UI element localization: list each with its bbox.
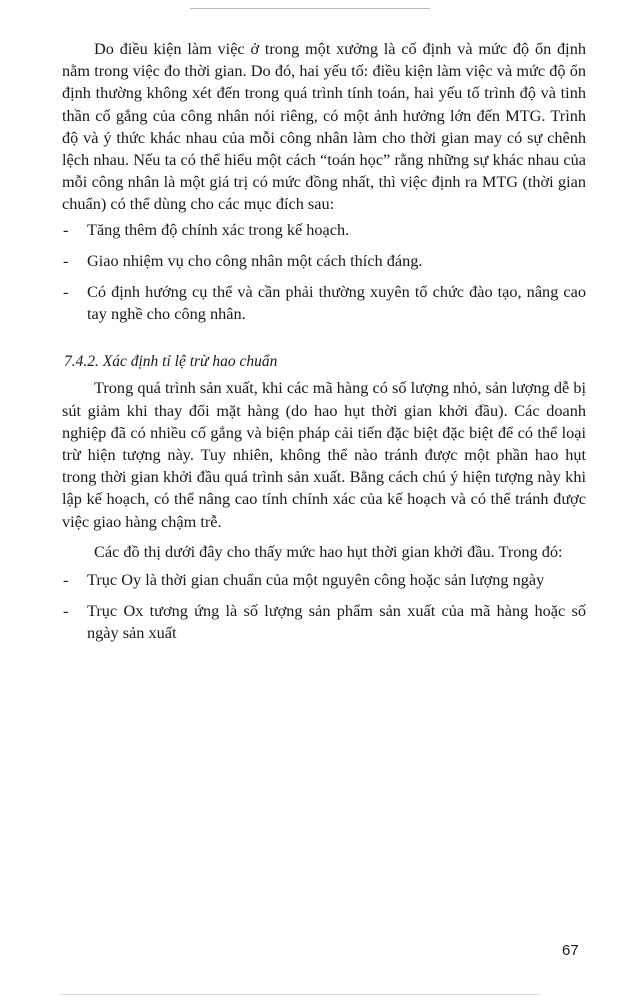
bullet-dash: - xyxy=(63,219,69,239)
list-item xyxy=(62,219,586,241)
list-item xyxy=(62,569,586,591)
scan-artifact-top xyxy=(190,8,430,9)
list-item-text: Giao nhiệm vụ cho công nhân một cách thích đáng. xyxy=(87,250,423,270)
section-heading: 7.4.2. Xác định tỉ lệ trừ hao chuẩn xyxy=(64,353,278,371)
list-item xyxy=(62,281,586,325)
page-number: 67 xyxy=(562,942,579,959)
paragraph-production: Trong quá trình sản xuất, khi các mã hàng có số lượng nhỏ, sản lượng dễ bị sút giảm khi thay đổi mặt hàng (do hao hụt thời gian khởi đầu). Các doanh nghiệp đã có nhiều cố gắng và biện pháp cải tiến đặc biệt đặc biệt để có thể loại trừ hiện tượng này. Tuy nhiên, không thể nào tránh được một phần hao hụt trong thời gian khởi đầu quá trình sản xuất. Bằng cách chú ý hiện tượng này khi lập kế hoạch, có thể nâng cao tính chính xác của kế hoạch và có thể tránh được việc giao hàng chậm trễ. xyxy=(62,378,586,531)
list-item-text: Trục Ox tương ứng là số lượng sản phẩm sản xuất của mã hàng hoặc số ngày sản xuất xyxy=(87,601,586,643)
list-item xyxy=(62,600,586,644)
bullet-dash: - xyxy=(63,250,69,270)
paragraph-graphs: Các đồ thị dưới đây cho thấy mức hao hụt thời gian khởi đầu. Trong đó: xyxy=(94,541,563,561)
list-item-text: Có định hướng cụ thể và cần phải thường xuyên tổ chức đào tạo, nâng cao tay nghề cho công nhân. xyxy=(87,282,586,324)
list-item-text: Trục Oy là thời gian chuẩn của một nguyên công hoặc sản lượng ngày xyxy=(87,570,545,590)
paragraph-intro: Do điều kiện làm việc ở trong một xưởng là cố định và mức độ ổn định nằm trong việc đo thời gian. Do đó, hai yếu tố: điều kiện làm việc và mức độ ổn định thường không xét đến trong quá trình tính toán, hai yếu tố trình độ và tinh thần cố gắng của công nhân nói riêng, có một ảnh hưởng lớn đến MTG. Trình độ và ý thức khác nhau của mỗi công nhân làm cho thời gian may có sự chênh lệch nhau. Nếu ta có thể hiểu một cách “toán học” rằng những sự khác nhau của mỗi công nhân là một giá trị có mức đồng nhất, thì việc định ra MTG (thời gian chuẩn) có thể dùng cho các mục đích sau: xyxy=(62,39,586,214)
scan-artifact-bottom xyxy=(60,994,540,995)
list-item xyxy=(62,250,586,272)
bullet-dash: - xyxy=(63,570,69,590)
list-item-text: Tăng thêm độ chính xác trong kế hoạch. xyxy=(87,219,350,239)
document-page xyxy=(62,38,586,654)
bullet-dash: - xyxy=(63,601,69,621)
axis-list xyxy=(62,569,586,645)
purpose-list xyxy=(62,219,586,326)
bullet-dash: - xyxy=(63,282,69,302)
